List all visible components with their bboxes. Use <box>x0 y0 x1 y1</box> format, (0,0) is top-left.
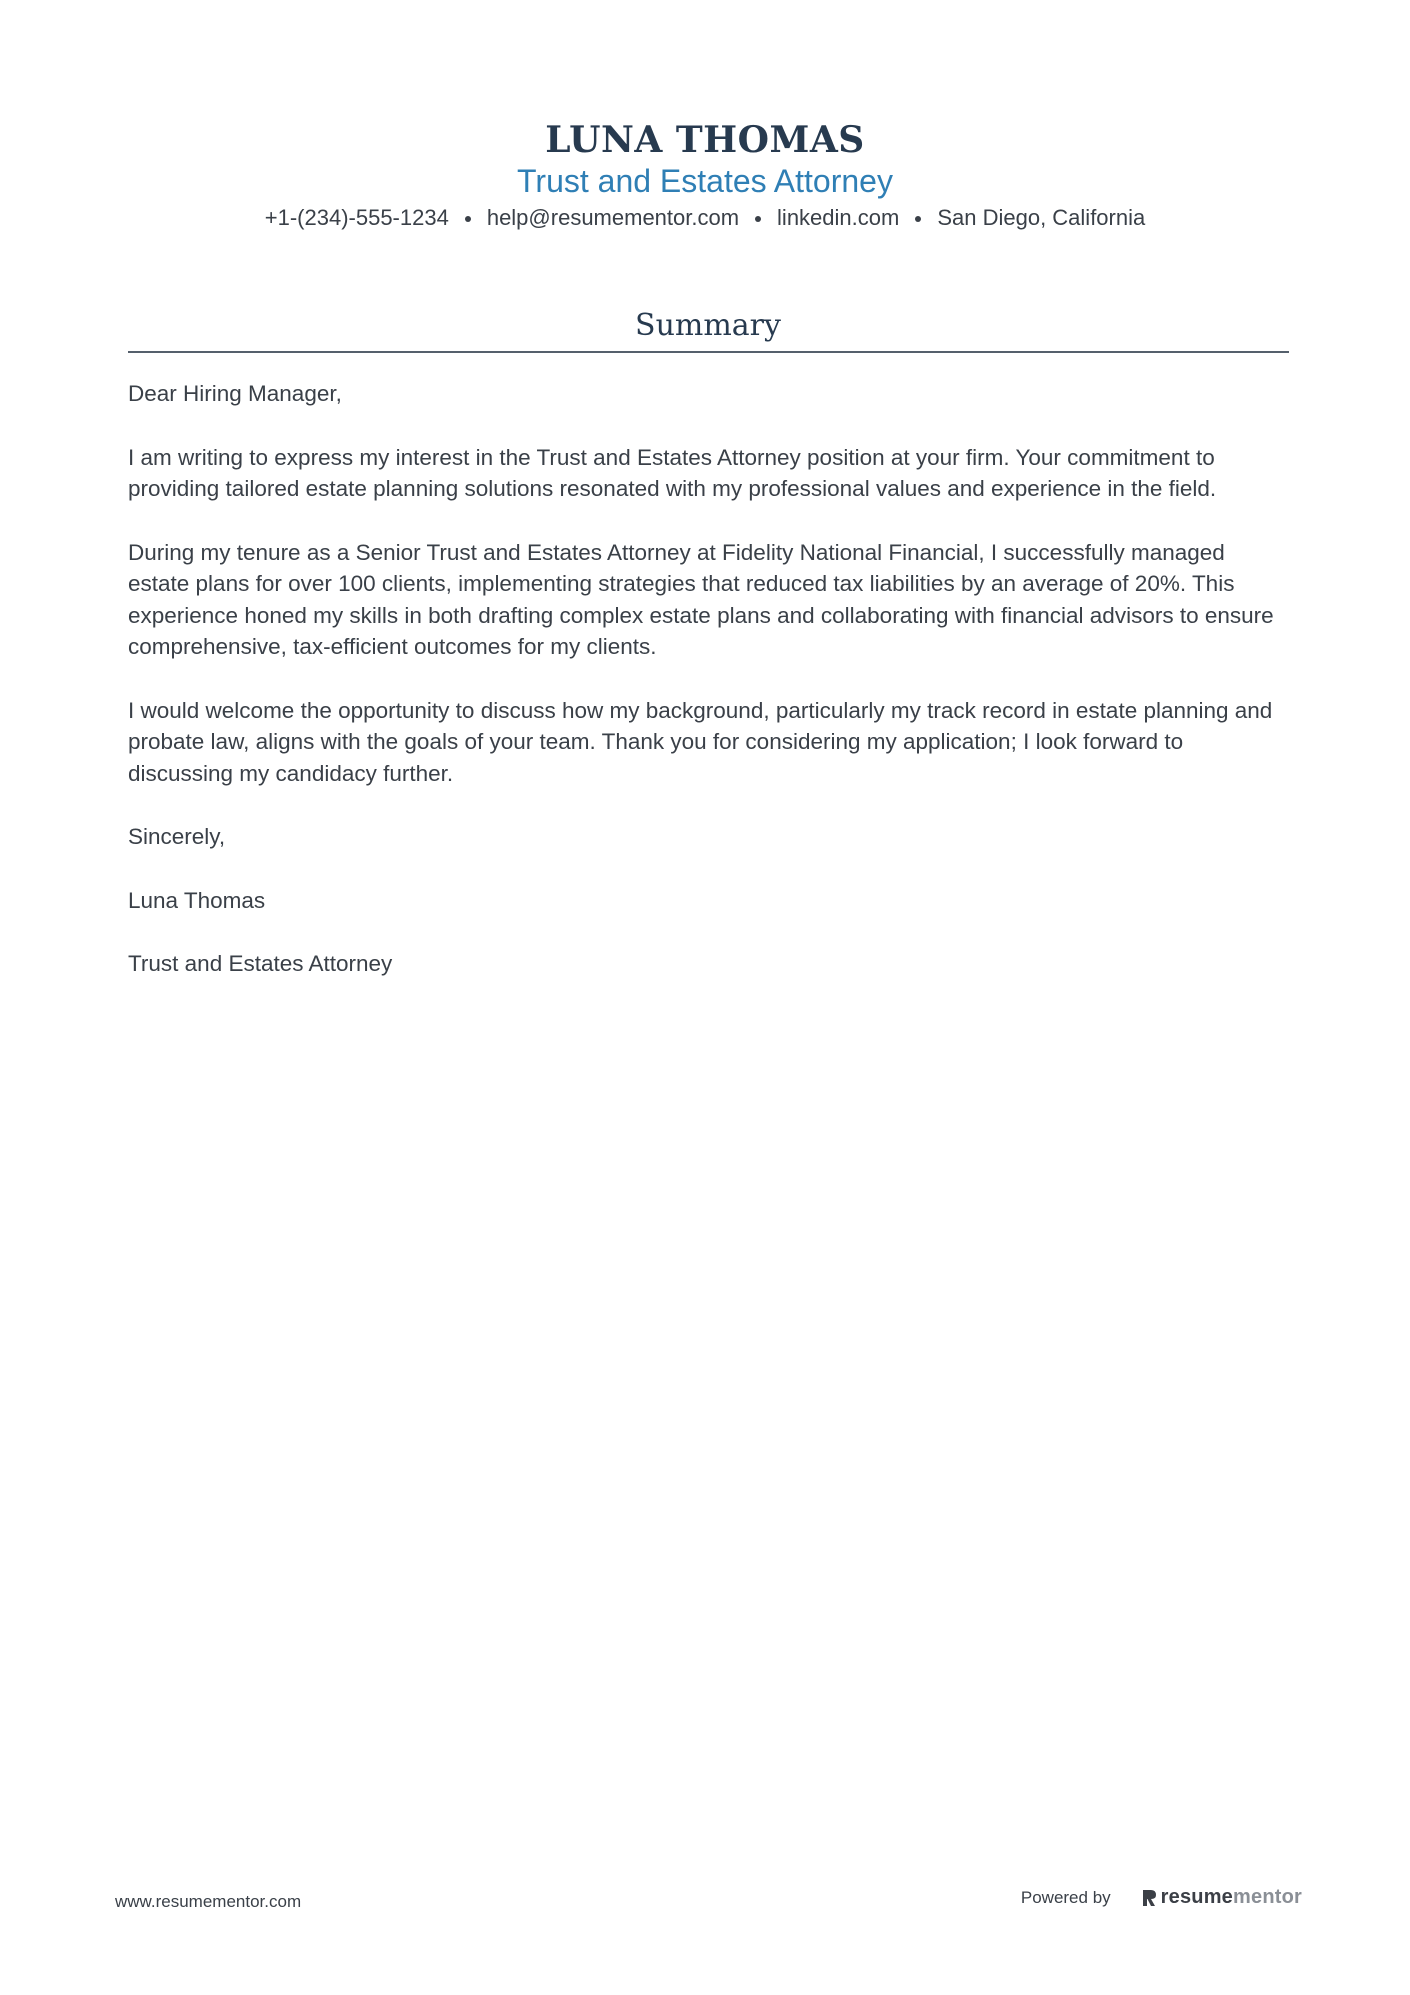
bullet-separator-icon <box>755 216 761 222</box>
letter-paragraph: I am writing to express my interest in the Trust and Estates Attorney position at your firm. Your commitment to providing tailored estate planning solutions resonated with my professional values and experience in the field. <box>128 444 1217 501</box>
letter-paragraph: During my tenure as a Senior Trust and Estates Attorney at Fidelity National Financial, I successfully managed estate plans for over 100 clients, implementing strategies that reduced tax liabilities by an average of 20%. This experience honed my skills in both drafting complex estate plans and collaborating with financial advisors to ensure comprehensive, tax-efficient outcomes for my clients. <box>128 539 1274 659</box>
signature-title: Trust and Estates Attorney <box>128 951 393 976</box>
footer-branding <box>1021 1886 1302 1909</box>
contact-linkedin: linkedin.com <box>777 205 900 230</box>
powered-by-label: Powered by <box>1020 1887 1111 1907</box>
resumementor-logo-icon <box>1141 1888 1157 1908</box>
brand-logo-link[interactable] <box>1141 1886 1302 1909</box>
brand-name-part2: mentor <box>1233 1886 1302 1908</box>
contact-phone: +1-(234)-555-1234 <box>264 205 449 230</box>
contact-email: help@resumementor.com <box>486 205 740 230</box>
bullet-separator-icon <box>465 216 471 222</box>
section-title: Summary <box>635 308 781 343</box>
footer-website-link[interactable]: www.resumementor.com <box>115 1892 302 1911</box>
signature-name: Luna Thomas <box>128 887 266 913</box>
letter-paragraph: I would welcome the opportunity to discuss how my background, particularly my track record in estate planning and probate law, aligns with the goals of your team. Thank you for considering my application; I look forward to discussing my candidacy further. <box>128 697 1273 786</box>
letter-body <box>128 378 1288 1012</box>
brand-name-part1: resume <box>1160 1886 1234 1908</box>
letter-closing: Sincerely, <box>128 824 226 849</box>
letter-greeting: Dear Hiring Manager, <box>128 381 342 406</box>
candidate-name: LUNA THOMAS <box>545 119 865 161</box>
candidate-role: Trust and Estates Attorney <box>517 163 893 199</box>
contact-location: San Diego, California <box>937 205 1146 230</box>
section-divider <box>128 351 1289 353</box>
header <box>0 118 1410 232</box>
contact-line <box>0 204 1410 232</box>
bullet-separator-icon <box>915 216 921 222</box>
